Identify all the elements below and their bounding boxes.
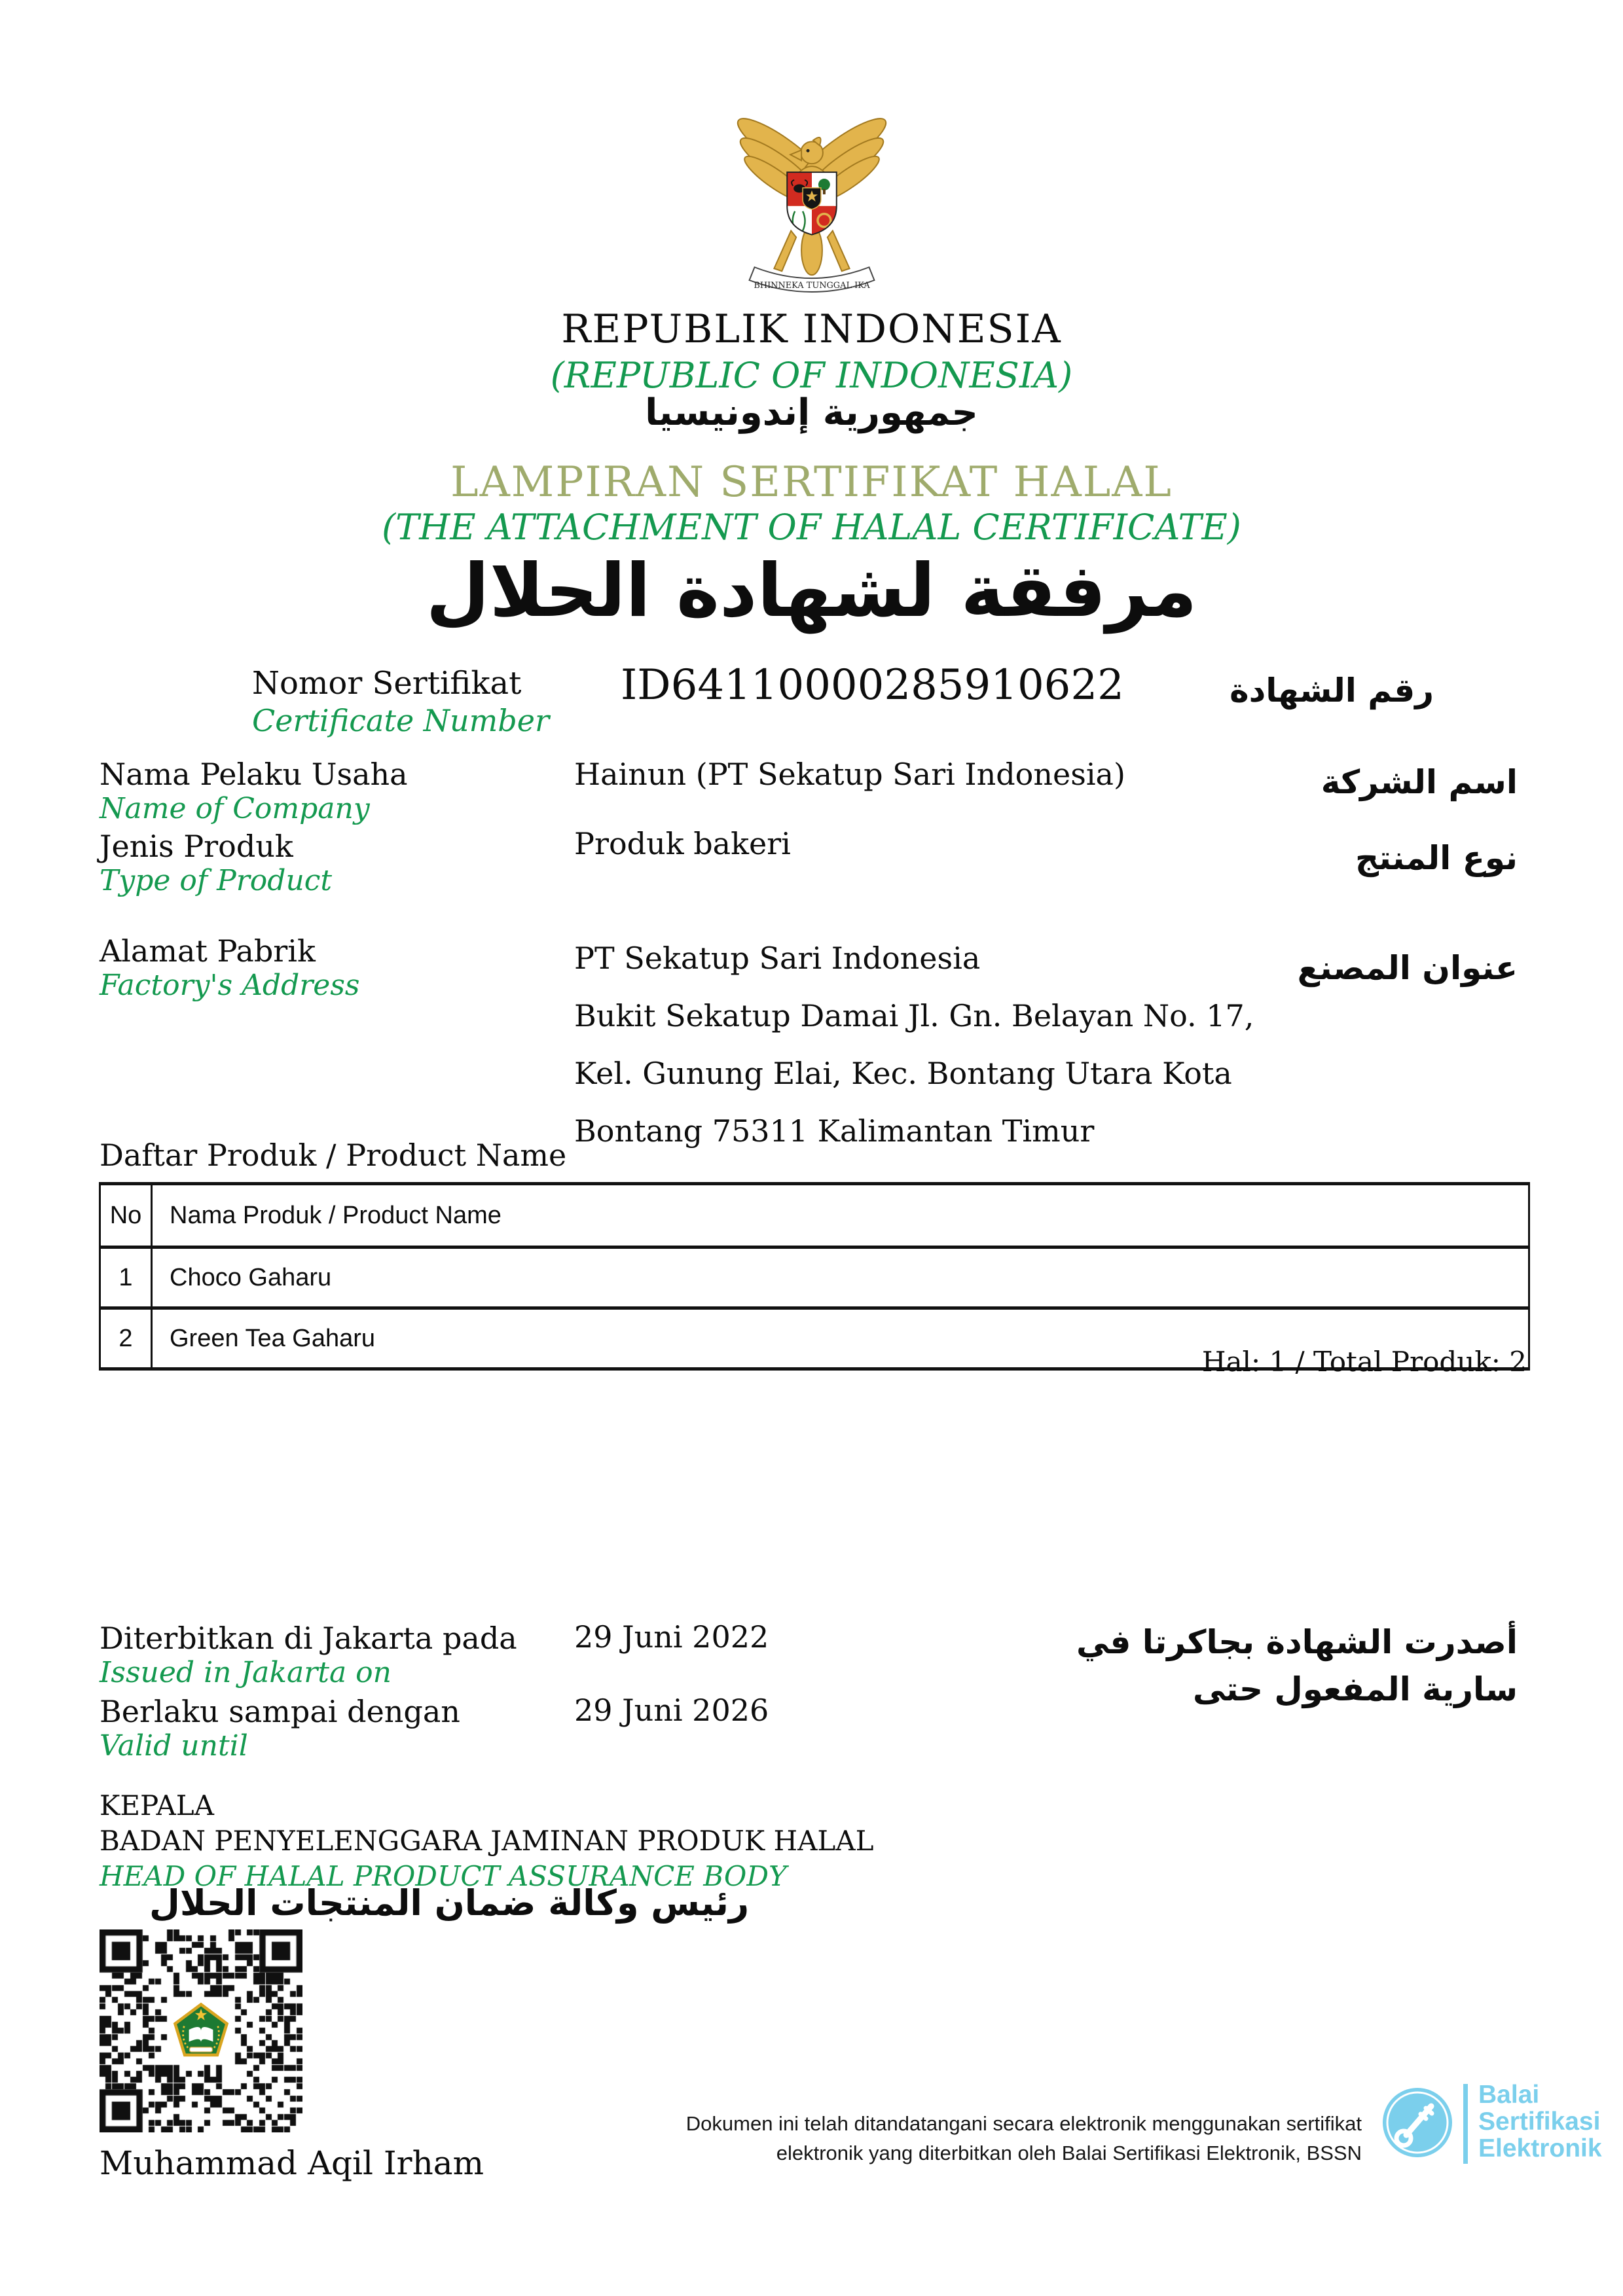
product-row-number: 1 [100,1247,152,1308]
product-type-value: Produk bakeri [574,826,791,861]
bse-logo-divider [1463,2084,1468,2164]
signatory-title-en: HEAD OF HALAL PRODUCT ASSURANCE BODY [100,1860,787,1892]
signer-name: Muhammad Aqil Irham [100,2144,484,2182]
valid-until-date-value: 29 Juni 2026 [574,1693,769,1728]
certificate-number-label-ar: رقم الشهادة [1230,672,1434,709]
company-name-label-id: Nama Pelaku Usaha [100,757,408,792]
bse-key-icon [1381,2087,1453,2161]
valid-until-label-ar: سارية المفعول حتى [1192,1670,1518,1708]
issued-date-value: 29 Juni 2022 [574,1619,769,1655]
certificate-number-label-en: Certificate Number [252,703,549,738]
company-name-label-en: Name of Company [100,792,370,825]
signatory-title-ar: رئيس وكالة ضمان المنتجات الحلال [149,1882,750,1924]
product-type-label-ar: نوع المنتج [1355,839,1518,877]
product-row-name: Choco Gaharu [152,1247,1529,1308]
factory-address-line: PT Sekatup Sari Indonesia [574,941,981,976]
country-name-ar: جمهورية إندونيسيا [645,391,978,434]
bse-logo-line: Elektronik [1478,2134,1602,2162]
valid-until-label-en: Valid until [100,1729,248,1763]
table-row [100,1247,1529,1308]
certificate-number-label-id: Nomor Sertifikat [252,665,522,702]
signatory-title-line2: BADAN PENYELENGGARA JAMINAN PRODUK HALAL [100,1825,874,1857]
factory-address-value [574,929,1254,1160]
disclaimer-line: Dokumen ini telah ditandatangani secara elektronik menggunakan sertifikat [685,2112,1362,2135]
product-type-label-en: Type of Product [100,864,333,897]
factory-address-line: Bukit Sekatup Damai Jl. Gn. Belayan No. 17, [574,998,1254,1033]
bse-logo-line: Balai [1478,2081,1540,2109]
product-list-title: Daftar Produk / Product Name [100,1138,567,1173]
factory-address-line: Kel. Gunung Elai, Kec. Bontang Utara Kota [574,1056,1232,1091]
kemenag-logo-icon [171,2001,231,2064]
factory-address-label-en: Factory's Address [100,969,360,1002]
bse-logo-text [1478,2081,1602,2162]
issued-label-ar: أصدرت الشهادة بجاكرتا في [1076,1623,1518,1661]
factory-address-label-ar: عنوان المصنع [1297,949,1518,987]
product-row-name: Green Tea Gaharu [152,1308,1529,1369]
company-name-label-ar: اسم الشركة [1321,763,1518,801]
factory-address-label-id: Alamat Pabrik [100,933,316,969]
document-title-id: LAMPIRAN SERTIFIKAT HALAL [450,458,1173,507]
company-name-value: Hainun (PT Sekatup Sari Indonesia) [574,757,1125,792]
country-name-en: (REPUBLIC OF INDONESIA) [550,355,1073,396]
garuda-pancasila-emblem [714,73,910,295]
issued-label-en: Issued in Jakarta on [100,1656,392,1689]
country-name-id: REPUBLIK INDONESIA [561,306,1062,352]
column-header-no: No [100,1184,152,1247]
document-title-ar: مرفقة لشهادة الحلال [426,548,1197,634]
factory-address-line: Bontang 75311 Kalimantan Timur [574,1113,1095,1149]
document-title-en: (THE ATTACHMENT OF HALAL CERTIFICATE) [382,507,1241,548]
valid-until-label-id: Berlaku sampai dengan [100,1694,460,1729]
issued-label-id: Diterbitkan di Jakarta pada [100,1621,517,1656]
page-total-info: Hal: 1 / Total Produk: 2 [1201,1346,1527,1378]
certificate-number-value: ID64110000285910622 [621,661,1124,709]
product-table [99,1182,1530,1371]
bse-logo-line: Sertifikasi [1478,2108,1601,2136]
signatory-title-line1: KEPALA [100,1789,214,1821]
emblem-motto: BHINNEKA TUNGGAL IKA [754,281,870,291]
disclaimer-line: elektronik yang diterbitkan oleh Balai Sertifikasi Elektronik, BSSN [776,2142,1362,2164]
product-type-label-id: Jenis Produk [100,829,293,864]
column-header-product-name: Nama Produk / Product Name [152,1184,1529,1247]
product-table-header-row [100,1184,1529,1247]
electronic-signature-disclaimer [686,2109,1362,2168]
product-row-number: 2 [100,1308,152,1369]
garuda-pancasila-icon [714,73,910,295]
